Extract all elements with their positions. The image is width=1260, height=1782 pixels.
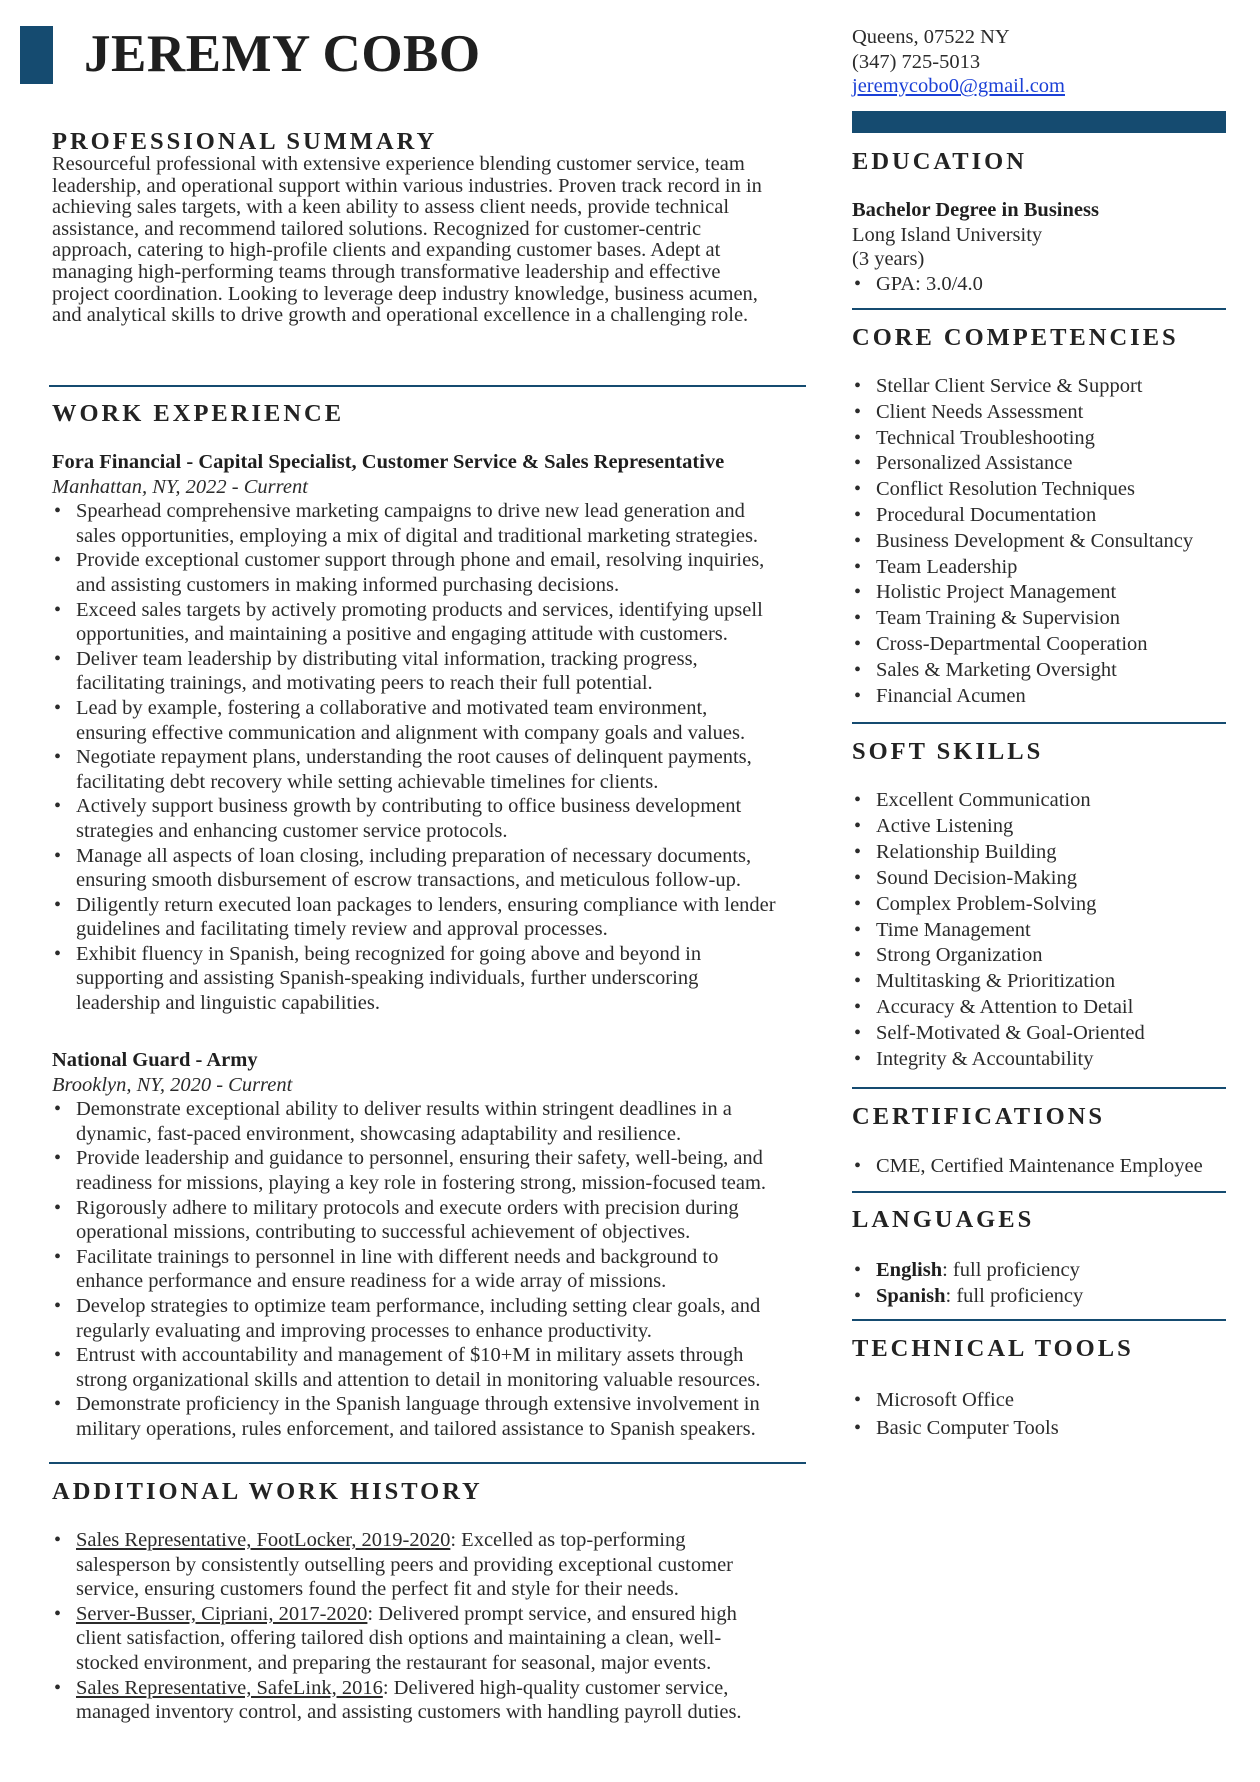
soft-skills-list [852, 788, 1145, 1073]
work-heading: WORK EXPERIENCE [52, 400, 345, 427]
list-item: • Demonstrate proficiency in the Spanish language through extensive involvement in military operations, rules enforcement, and tailored assistance to Spanish speakers. [52, 1392, 812, 1441]
certifications-heading: CERTIFICATIONS [852, 1103, 1106, 1130]
degree: Bachelor Degree in Business [852, 199, 1099, 221]
list-item: • Complex Problem-Solving [852, 892, 1145, 918]
list-item: • Procedural Documentation [852, 503, 1193, 529]
list-item: • Diligently return executed loan packages to lenders, ensuring compliance with lender guidelines and facilitating timely review and approval processes. [52, 893, 812, 942]
job-location: Manhattan, NY, 2022 - Current [52, 475, 308, 498]
list-item: • Manage all aspects of loan closing, including preparation of necessary documents, ensuring smooth disbursement of escrow transactions, and meticulous follow-up. [52, 844, 812, 893]
summary-heading: PROFESSIONAL SUMMARY [52, 128, 438, 155]
list-item: • Negotiate repayment plans, understanding the root causes of delinquent payments, facilitating debt recovery while setting achievable timelines for clients. [52, 745, 812, 794]
list-item: • Team Leadership [852, 555, 1193, 581]
languages-heading: LANGUAGES [852, 1206, 1035, 1233]
job-bullets [52, 1097, 812, 1441]
list-item: • Sales Representative, FootLocker, 2019-2020: Excelled as top-performing salesperson by consistently outselling peers and providing exceptional customer service, ensuring customers found the perfect fit and style for their needs. [52, 1528, 812, 1602]
list-item: • Sales Representative, SafeLink, 2016: Delivered high-quality customer service, managed inventory control, and assisting customers with handling payroll duties. [52, 1676, 812, 1725]
name-accent-bar [20, 26, 53, 84]
candidate-name: JEREMY COBO [84, 25, 481, 83]
list-item: • Excellent Communication [852, 788, 1145, 814]
additional-heading: ADDITIONAL WORK HISTORY [52, 1478, 483, 1505]
certifications-list [852, 1154, 1203, 1179]
gpa: • GPA: 3.0/4.0 [852, 272, 1099, 297]
role-link[interactable]: Sales Representative, SafeLink, 2016 [76, 1676, 383, 1699]
address: Queens, 07522 NY [852, 26, 1010, 48]
additional-history-list [52, 1528, 812, 1725]
list-item: • Relationship Building [852, 840, 1145, 866]
job-fora-financial [52, 450, 812, 1016]
list-item: • Time Management [852, 918, 1145, 944]
list-item: • Client Needs Assessment [852, 400, 1193, 426]
list-item: • Spearhead comprehensive marketing campaigns to drive new lead generation and sales opportunities, employing a mix of digital and traditional marketing strategies. [52, 499, 812, 548]
soft-skills-heading: SOFT SKILLS [852, 738, 1044, 765]
list-item: • Develop strategies to optimize team performance, including setting clear goals, and regularly evaluating and improving processes to enhance productivity. [52, 1294, 812, 1343]
list-item: • Strong Organization [852, 943, 1145, 969]
core-heading: CORE COMPETENCIES [852, 324, 1179, 351]
languages-list [852, 1257, 1083, 1309]
list-item: • Provide leadership and guidance to personnel, ensuring their safety, well-being, and readiness for missions, playing a key role in fostering strong, mission-focused team. [52, 1146, 812, 1195]
list-item: • CME, Certified Maintenance Employee [852, 1154, 1203, 1179]
list-item: • Conflict Resolution Techniques [852, 477, 1193, 503]
list-item: • Exhibit fluency in Spanish, being recognized for going above and beyond in supporting and assisting Spanish-speaking individuals, further underscoring leadership and linguistic capabilities. [52, 942, 812, 1016]
list-item: • Demonstrate exceptional ability to deliver results within stringent deadlines in a dynamic, fast-paced environment, showcasing adaptability and resilience. [52, 1097, 812, 1146]
duration: (3 years) [852, 248, 925, 271]
divider [852, 1087, 1226, 1089]
list-item: • Microsoft Office [852, 1386, 1059, 1414]
job-bullets [52, 499, 812, 1015]
education-heading: EDUCATION [852, 148, 1027, 175]
list-item: • Self-Motivated & Goal-Oriented [852, 1021, 1145, 1047]
list-item: • Exceed sales targets by actively promoting products and services, identifying upsell opportunities, and maintaining a positive and engaging attitude with customers. [52, 598, 812, 647]
divider [852, 1319, 1226, 1321]
list-item: • Deliver team leadership by distributing vital information, tracking progress, facilitating trainings, and motivating peers to reach their full potential. [52, 647, 812, 696]
list-item: • Sound Decision-Making [852, 866, 1145, 892]
role-link[interactable]: Sales Representative, FootLocker, 2019-2020 [76, 1529, 451, 1551]
summary-text: Resourceful professional with extensive experience blending customer service, team leadership, and operational support within various industries. Proven track record in in achieving sales targets, with a keen ability to assess client needs, provide technical assistance, and recommend tailored solutions. Recognized for customer-centric approach, catering to high-profile clients and expanding customer bases. Adept at managing high-performing teams through transformative leadership and effective project coordination. Looking to leverage deep industry knowledge, business acumen, and analytical skills to drive growth and operational excellence in a challenging role. [52, 153, 762, 327]
list-item: • Facilitate trainings to personnel in line with different needs and background to enhance performance and ensure readiness for a wide array of missions. [52, 1245, 812, 1294]
list-item: • Server-Busser, Cipriani, 2017-2020: Delivered prompt service, and ensured high client satisfaction, offering tailored dish options and maintaining a clean, well- stocked environment, and preparing the restaurant for seasonal, major events. [52, 1602, 812, 1676]
list-item: • Multitasking & Prioritization [852, 969, 1145, 995]
list-item: • Lead by example, fostering a collaborative and motivated team environment, ensuring effective communication and alignment with company goals and values. [52, 696, 812, 745]
list-item: • Rigorously adhere to military protocols and execute orders with precision during operational missions, contributing to successful achievement of objectives. [52, 1196, 812, 1245]
list-item: • Active Listening [852, 814, 1145, 840]
list-item: • Provide exceptional customer support through phone and email, resolving inquiries, and assisting customers in making informed purchasing decisions. [52, 548, 812, 597]
list-item: • Cross-Departmental Cooperation [852, 632, 1193, 658]
list-item: • Actively support business growth by contributing to office business development strategies and enhancing customer service protocols. [52, 794, 812, 843]
education-entry [852, 198, 1099, 296]
list-item: • Technical Troubleshooting [852, 426, 1193, 452]
list-item: • Sales & Marketing Oversight [852, 658, 1193, 684]
divider [49, 385, 806, 387]
divider [852, 722, 1226, 724]
list-item: • Personalized Assistance [852, 451, 1193, 477]
divider [49, 1462, 806, 1464]
list-item: • Holistic Project Management [852, 580, 1193, 606]
job-title: National Guard - Army [52, 1049, 258, 1071]
job-title: Fora Financial - Capital Specialist, Customer Service & Sales Representative [52, 451, 725, 473]
list-item: • Accuracy & Attention to Detail [852, 995, 1145, 1021]
job-national-guard [52, 1048, 812, 1442]
list-item: • Business Development & Consultancy [852, 529, 1193, 555]
tools-heading: TECHNICAL TOOLS [852, 1335, 1134, 1362]
list-item: • Spanish: full proficiency [852, 1283, 1083, 1309]
list-item: • Integrity & Accountability [852, 1047, 1145, 1073]
divider [852, 1191, 1226, 1193]
core-competencies-list [852, 374, 1193, 709]
email-link[interactable]: jeremycobo0@gmail.com [852, 75, 1065, 97]
list-item: • English: full proficiency [852, 1257, 1083, 1283]
role-link[interactable]: Server-Busser, Cipriani, 2017-2020 [76, 1602, 368, 1625]
contact-info [852, 25, 1065, 99]
list-item: • Entrust with accountability and management of $10+M in military assets through strong organizational skills and attention to detail in monitoring valuable resources. [52, 1343, 812, 1392]
list-item: • Financial Acumen [852, 684, 1193, 710]
list-item: • Team Training & Supervision [852, 606, 1193, 632]
sidebar-accent-bar [852, 111, 1226, 133]
list-item: • Stellar Client Service & Support [852, 374, 1193, 400]
divider [852, 308, 1226, 310]
list-item: • Basic Computer Tools [852, 1414, 1059, 1442]
tools-list [852, 1386, 1059, 1442]
school: Long Island University [852, 223, 1043, 246]
job-location: Brooklyn, NY, 2020 - Current [52, 1073, 293, 1096]
phone: (347) 725-5013 [852, 50, 981, 73]
